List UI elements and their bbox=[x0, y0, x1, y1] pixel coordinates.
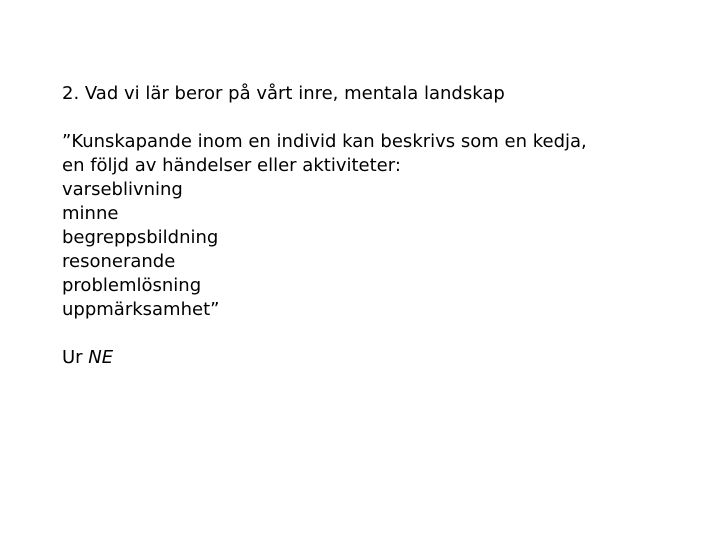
quote-item-problemlosning: problemlösning bbox=[62, 275, 202, 296]
slide-heading: 2. Vad vi lär beror på vårt inre, mentala landskap bbox=[62, 83, 505, 104]
spacer bbox=[62, 322, 702, 346]
quote-item-varseblivning: varseblivning bbox=[62, 179, 183, 200]
source-name: NE bbox=[88, 347, 114, 368]
quote-item-begreppsbildning: begreppsbildning bbox=[62, 227, 219, 248]
source-citation bbox=[62, 346, 702, 370]
spacer bbox=[62, 106, 702, 130]
quote-line-1: ”Kunskapande inom en individ kan beskrivs som en kedja, bbox=[62, 131, 587, 152]
quote-item-resonerande: resonerande bbox=[62, 251, 176, 272]
quote-item-minne: minne bbox=[62, 203, 119, 224]
quote-line-2: en följd av händelser eller aktiviteter: bbox=[62, 155, 401, 176]
quote-item-uppmarksamhet: uppmärksamhet” bbox=[62, 299, 220, 320]
slide-text-body bbox=[62, 82, 702, 370]
source-prefix: Ur bbox=[62, 347, 89, 368]
